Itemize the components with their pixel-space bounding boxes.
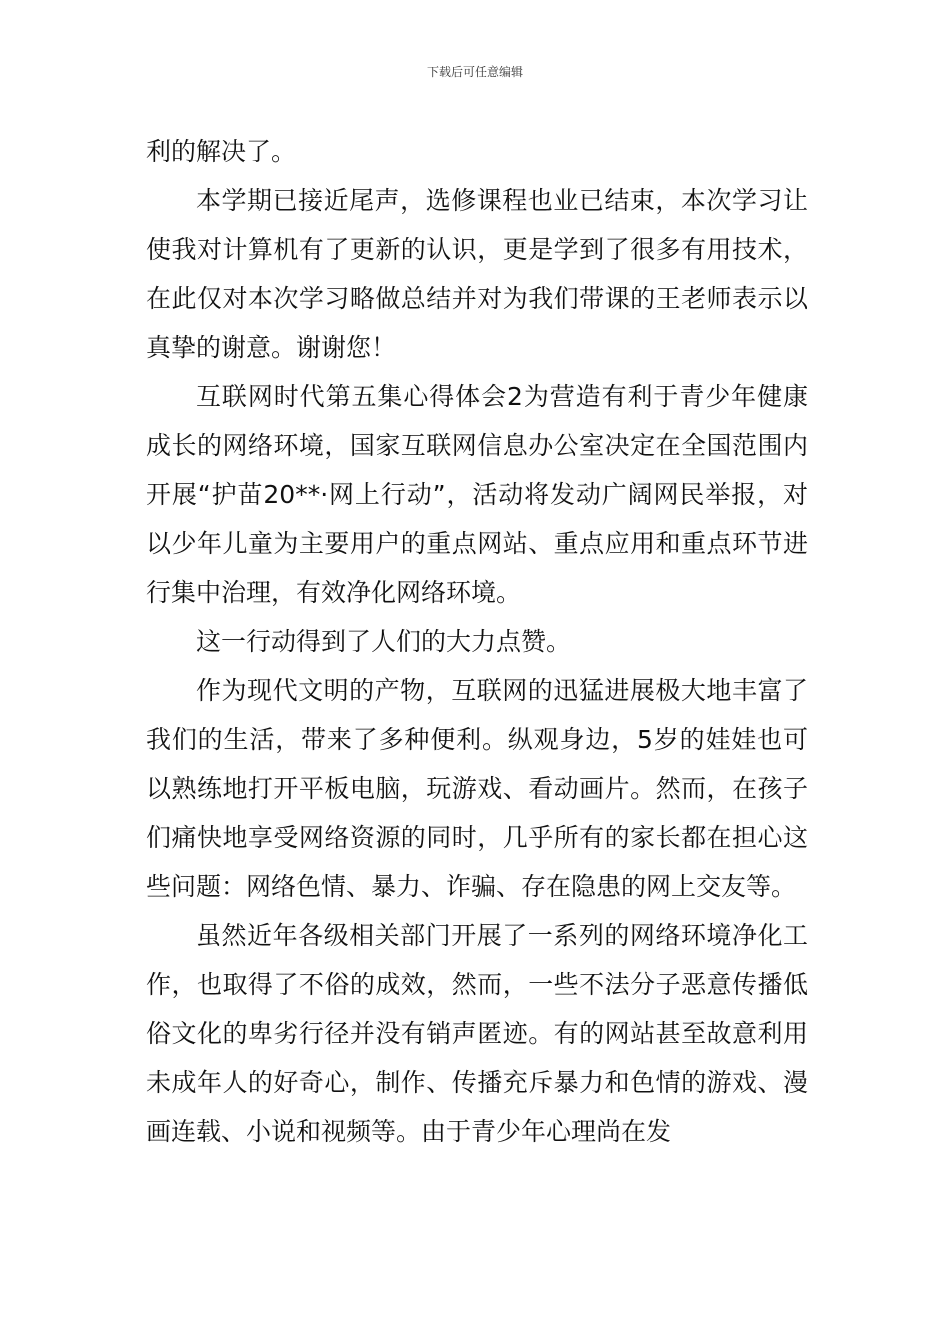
paragraph-continuation: 利的解决了。 — [146, 137, 297, 166]
paragraph-modern-civilization: 作为现代文明的产物，互联网的迅猛进展极大地丰富了我们的生活，带来了多种便利。纵观身边，5岁的娃娃也可以熟练地打开平板电脑，玩游戏、看动画片。然而，在孩子们痛快地享受网络资源的同时，几乎所有的家长都在担心这些问题：网络色情、暴力、诈骗、存在隐患的网上交友等。 — [146, 676, 808, 901]
page-header: 下载后可任意编辑 — [426, 65, 523, 79]
paragraph-praise: 这一行动得到了人们的大力点赞。 — [196, 627, 572, 656]
paragraph-semester-summary: 本学期已接近尾声，选修课程也业已结束，本次学习让使我对计算机有了更新的认识，更是学到了很多有用技术，在此仅对本次学习略做总结并对为我们带课的王老师表示以真挚的谢意。谢谢您！ — [146, 186, 808, 362]
paragraph-network-cleanup: 虽然近年各级相关部门开展了一系列的网络环境净化工作，也取得了不俗的成效，然而，一些不法分子恶意传播低俗文化的卑劣行径并没有销声匿迹。有的网站甚至故意利用未成年人的好奇心，制作、传播充斥暴力和色情的游戏、漫画连载、小说和视频等。由于青少年心理尚在发 — [146, 921, 808, 1146]
paragraph-internet-era: 互联网时代第五集心得体会2为营造有利于青少年健康成长的网络环境，国家互联网信息办公室决定在全国范围内开展“护苗20**·网上行动”，活动将发动广阔网民举报，对以少年儿童为主要用户的重点网站、重点应用和重点环节进行集中治理，有效净化网络环境。 — [146, 382, 808, 607]
document-body — [146, 127, 808, 1156]
